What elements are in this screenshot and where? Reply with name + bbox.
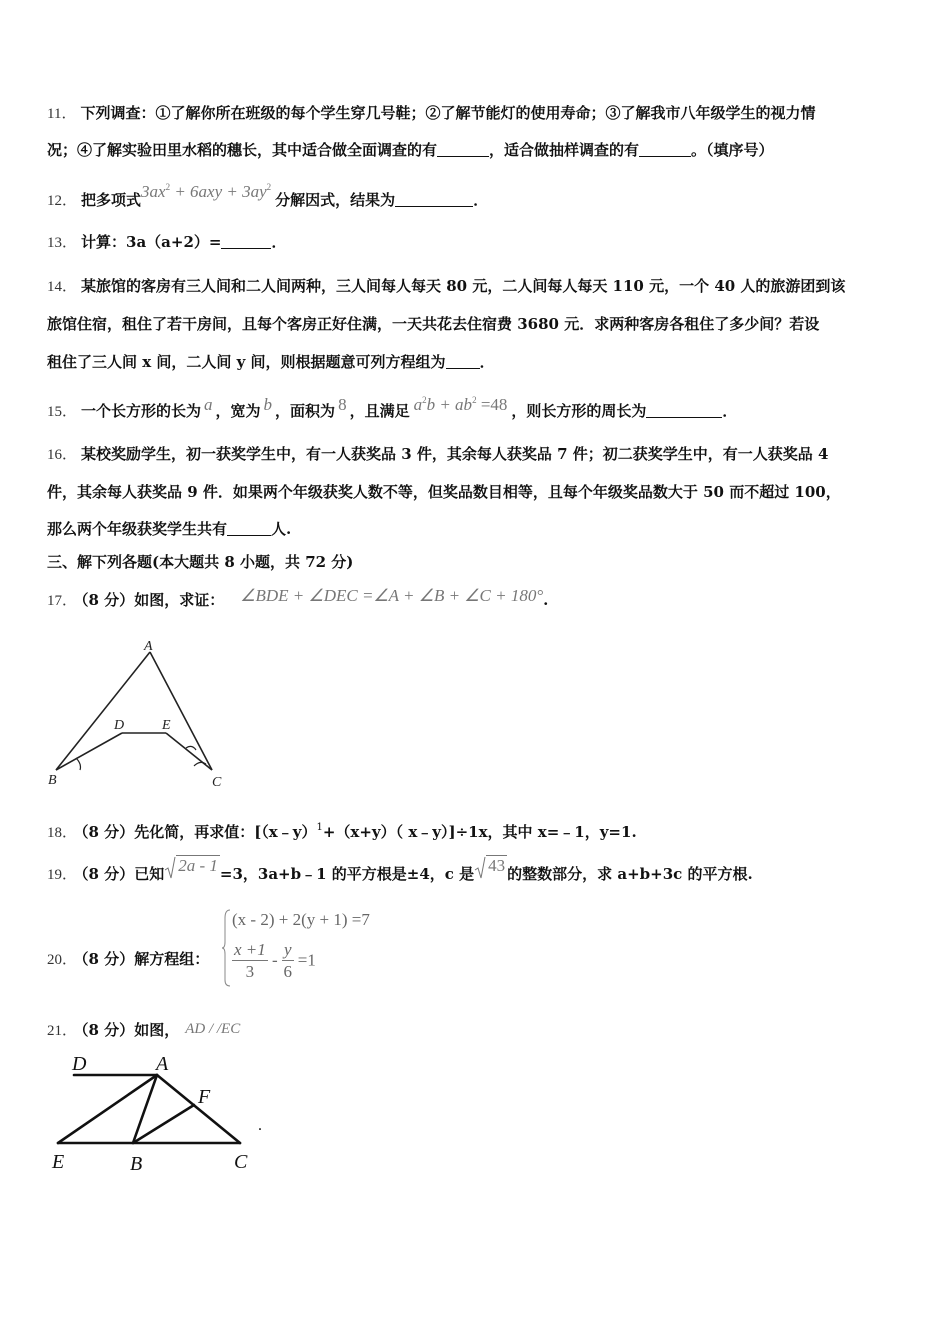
q11-text-b: ，适合做抽样调查的有 [489, 141, 640, 159]
q15-text-1: 一个长方形的长为 [81, 402, 202, 420]
q21-segment-ab [133, 1075, 157, 1143]
q18-text-2: +（x+y）（ x﹣y）]÷1x，其中 x=﹣1，y=1. [322, 823, 637, 841]
q21-figure [48, 1048, 288, 1178]
q18-score: （8 分） [81, 823, 135, 841]
q12-number: 12． [47, 193, 78, 209]
q17-angle-mark-b [76, 758, 81, 770]
q14-end: ． [479, 353, 495, 371]
q21-segment-ea [58, 1075, 157, 1143]
q20-text: 解方程组： [134, 950, 210, 968]
q12-end: ． [473, 191, 489, 209]
q14-text-line2: 旅馆住宿，租住了若干房间，且每个客房正好住满，一天共花去住宿费 3680 元．求两种客房各租住了多少间？若设 [47, 315, 820, 333]
q17-label-d: D [114, 718, 125, 733]
q15-text-2: ，宽为 [215, 402, 261, 420]
q17-segment-bd [56, 733, 122, 770]
q11-text-line1: 下列调查：①了解你所在班级的每个学生穿几号鞋；②了解节能灯的使用寿命；③了解我市八年级学生的视力情 [80, 104, 816, 122]
q17-score: （8 分） [81, 591, 135, 609]
q20-number: 20． [47, 952, 78, 968]
q14-blank[interactable] [446, 354, 480, 369]
q13-text: 计算：3a（a+2）= [81, 233, 222, 251]
q16-text-line1: 某校奖励学生，初一获奖学生中，有一人获奖品 3 件，其余每人获奖品 7 件；初二获奖学生中，有一人获奖品 4 [81, 445, 829, 463]
q21-label-e: E [52, 1151, 65, 1173]
q17-label-b: B [48, 773, 57, 788]
q21-line [47, 1020, 240, 1041]
q20-fraction-1: $\frac{x +1}{3}$ [234, 940, 266, 981]
q14-text-line3: 租住了三人间 x 间，二人间 y 间，则根据题意可列方程组为 [47, 353, 446, 371]
q17-expression: ∠BDE + ∠DEC =∠A + ∠B + ∠C + 180° [240, 586, 544, 605]
q14-line2 [47, 314, 819, 334]
q16-line3 [47, 519, 291, 539]
q14-line1 [47, 276, 845, 297]
q21-end: . [258, 1117, 262, 1134]
q14-number: 14． [47, 279, 78, 295]
q12-line [47, 182, 489, 211]
q15-number: 15． [47, 404, 78, 420]
q12-suffix: 分解因式，结果为 [275, 191, 396, 209]
q15-area: 8 [338, 395, 347, 414]
q18-exponent: 1 [316, 822, 323, 833]
q16-line2 [47, 482, 841, 502]
q20-score: （8 分） [81, 950, 135, 968]
section-3-heading: 三、解下列各题(本大题共 8 小题，共 72 分) [47, 553, 354, 571]
q17-line [47, 586, 549, 611]
q20-line [47, 949, 209, 970]
q13-end: ． [271, 233, 287, 251]
q15-text-5: ，则长方形的周长为 [511, 402, 647, 420]
q19-text-1: 已知 [134, 865, 165, 883]
q14-text-line1: 某旅馆的客房有三人间和二人间两种，三人间每人每天 80 元，二人间每人每天 110 元，一个 40 人的旅游团到该 [81, 277, 846, 295]
q18-line [47, 818, 637, 843]
q15-var-a: a [204, 395, 213, 414]
q11-line1 [47, 103, 815, 124]
q17-segment-ab [56, 652, 150, 770]
q21-label-a: A [156, 1053, 169, 1075]
q15-line [47, 396, 737, 422]
q21-label-f: F [198, 1086, 211, 1108]
q11-line2 [47, 140, 774, 160]
q14-line3 [47, 352, 495, 372]
q17-segment-ac [150, 652, 212, 770]
q19-sqrt-2: 43 [474, 856, 507, 876]
q21-segment-bf [133, 1105, 194, 1143]
q21-label-c: C [234, 1151, 248, 1173]
q13-blank[interactable] [221, 234, 271, 249]
q16-blank[interactable] [227, 521, 271, 536]
q17-label-c: C [212, 775, 222, 790]
q16-text-line3: 那么两个年级获奖学生共有 [47, 520, 228, 538]
q20-equation-1: (x - 2) + 2(y + 1) =7 [232, 910, 370, 929]
q11-text-c: 。（填序号） [691, 141, 774, 159]
q11-blank-2[interactable] [639, 142, 691, 157]
q15-end: ． [722, 402, 738, 420]
q17-text: 如图，求证： [134, 591, 225, 609]
q21-label-b: B [130, 1153, 143, 1175]
q21-text: 如图， [134, 1021, 180, 1039]
q20-equation-system [222, 908, 422, 988]
q21-score: （8 分） [81, 1021, 135, 1039]
q11-blank-1[interactable] [437, 142, 489, 157]
q19-text-2: =3，3a+b﹣1 的平方根是±4，c 是 [219, 865, 475, 883]
q11-number: 11． [47, 106, 77, 122]
q19-text-3: 的整数部分，求 a+b+3c 的平方根. [507, 865, 753, 883]
q16-line1 [47, 444, 828, 465]
q17-figure [40, 636, 240, 796]
q20-equation-2: $\frac{x +1}{3}$ - $\frac{y}{6}$ =1 [234, 940, 316, 981]
q17-label-e: E [162, 718, 171, 733]
q19-line [47, 856, 753, 885]
q13-line [47, 232, 286, 253]
q12-prefix: 把多项式 [81, 191, 142, 209]
q19-number: 19． [47, 867, 78, 883]
q16-end: 人. [271, 520, 292, 538]
q21-number: 21． [47, 1023, 78, 1039]
q15-text-4: ，且满足 [349, 402, 410, 420]
q15-text-3: ，面积为 [275, 402, 336, 420]
q19-sqrt-1: 2a - 1 [164, 856, 220, 876]
q11-text-a: 况；④了解实验田里水稻的穗长，其中适合做全面调查的有 [47, 141, 438, 159]
q16-text-line2: 件，其余每人获奖品 9 件．如果两个年级获奖人数不等，但奖品数目相等，且每个年级奖品数大于 50 而不超过 100， [47, 483, 841, 501]
q20-brace [222, 908, 232, 988]
q20-fraction-2: $\frac{y}{6}$ [283, 940, 292, 981]
q15-var-b: b [263, 395, 273, 414]
q18-text: 先化简，再求值：[（x﹣y） [134, 823, 317, 841]
q18-number: 18． [47, 825, 78, 841]
q16-number: 16． [47, 447, 78, 463]
q19-score: （8 分） [81, 865, 135, 883]
q13-number: 13． [47, 235, 78, 251]
q21-expression: AD / /EC [185, 1021, 241, 1037]
q15-blank[interactable] [646, 403, 722, 418]
q21-label-d: D [72, 1053, 87, 1075]
q17-end: . [543, 591, 549, 609]
q17-label-a: A [144, 639, 153, 654]
q12-blank[interactable] [395, 192, 473, 207]
q17-number: 17． [47, 593, 78, 609]
q17-segment-ec [166, 733, 212, 770]
q15-condition: $a^2b + ab^2 =48$ [413, 395, 508, 414]
q12-expression: $3ax^2 + 6axy + 3ay^2$ [141, 182, 272, 201]
